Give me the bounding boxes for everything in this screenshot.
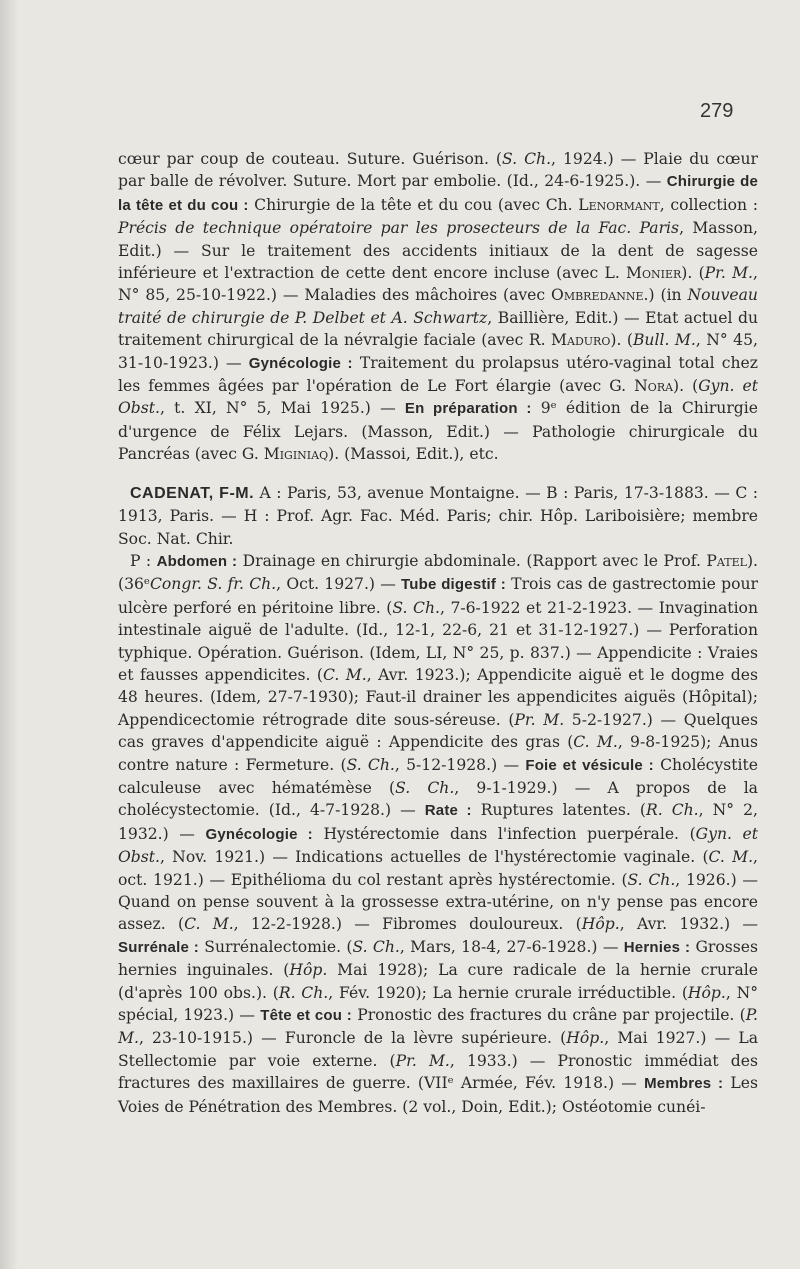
text-run: ). ( bbox=[673, 377, 699, 396]
citation: Hôp. bbox=[687, 983, 726, 1002]
section-keyword: Foie et vésicule : bbox=[525, 756, 654, 774]
text-run: P : bbox=[130, 551, 157, 570]
text-run: , Fév. 1920); La hernie crurale irréductible. ( bbox=[328, 983, 688, 1002]
citation: Pr. M. bbox=[395, 1051, 450, 1070]
text-run: cœur par coup de couteau. Suture. Guérison. ( bbox=[118, 150, 503, 168]
author-name: Nora bbox=[634, 377, 674, 396]
section-keyword: Tête et cou : bbox=[260, 1007, 352, 1025]
citation: C. M. bbox=[573, 733, 618, 752]
citation: Gyn. et Obst. bbox=[118, 824, 759, 867]
text-run: ). (Massoi, Edit.), etc. bbox=[328, 445, 499, 464]
section-keyword: En préparation : bbox=[404, 400, 532, 418]
text-run: 5-2-1927.) — Quelques cas graves d'appendicite aiguë : Appendicite des gras ( bbox=[118, 710, 758, 752]
citation: S. Ch. bbox=[346, 755, 395, 774]
section-keyword: Hernies : bbox=[623, 938, 691, 956]
citation: C. M. bbox=[184, 915, 234, 934]
text-run: , N° 85, 25-10-1922.) — Maladies des mâchoires (avec bbox=[118, 264, 758, 305]
text-run: , 23-10-1915.) — Furoncle de la lèvre supérieure. ( bbox=[138, 1029, 567, 1048]
text-run: .) (in bbox=[643, 286, 688, 305]
citation: P. M. bbox=[118, 1006, 758, 1048]
citation: S. Ch. bbox=[395, 778, 455, 797]
text-run: Pronostic des fractures du crâne par projectile. ( bbox=[351, 1006, 746, 1025]
entry-cadenat bbox=[118, 482, 758, 550]
citation: Hôp. bbox=[566, 1029, 605, 1048]
text-run: 9ᵉ édition de la Chirurgie d'urgence de Félix Lejars. (Masson, Edit.) — Pathologie chirurgicale du Pancréas (avec G. bbox=[118, 399, 758, 464]
author-name: Maduro bbox=[551, 331, 611, 350]
text-run: Cholécystite calculeuse avec hématémèse ( bbox=[118, 755, 758, 797]
author-name: Monier bbox=[626, 264, 682, 283]
citation: Pr. M. bbox=[704, 264, 754, 283]
citation: Bull. M. bbox=[632, 331, 696, 350]
text-run: Ruptures latentes. ( bbox=[471, 801, 646, 820]
section-keyword: Surrénale : bbox=[118, 938, 199, 956]
section-keyword: Membres : bbox=[644, 1075, 724, 1093]
citation: R. Ch. bbox=[645, 801, 699, 820]
text-run: , Masson, Edit.) — Sur le traitement des accidents initiaux de la dent de sagesse inférieure et l'extraction de cette dent encore incluse (avec L. bbox=[118, 219, 758, 283]
text-run: , 1933.) — Pronostic immédiat des fractures des maxillaires de guerre. (VIIᵉ Armée, Fév. 1918.) — bbox=[118, 1051, 758, 1093]
text-run: Grosses hernies inguinales. ( bbox=[118, 937, 759, 980]
text-run: , t. XI, N° 5, Mai 1925.) — bbox=[160, 399, 405, 418]
citation: Congr. S. fr. Ch. bbox=[149, 575, 277, 594]
text-run: , 5-12-1928.) — bbox=[394, 755, 526, 774]
citation: Gyn. et Obst. bbox=[118, 377, 758, 418]
text-run: A : Paris, 53, avenue Montaigne. — B : Paris, 17-3-1883. — C : 1913, Paris. — H : Prof. Agr. Fac. Méd. Paris; chir. Hôp. Lariboisière; membre Soc. Nat. Chir. bbox=[118, 483, 758, 548]
author-name: Patel bbox=[706, 551, 747, 570]
citation: Précis de technique opératoire par les prosecteurs de la Fac. Paris bbox=[118, 219, 680, 238]
text-run: Surrénalectomie. ( bbox=[198, 937, 353, 956]
text-run: , Avr. 1923.); Appendicite aiguë et le dogme des 48 heures. (Idem, 27-7-1930); Faut-il drainer les appendicites aiguës (Hôpital); Appendicectomie rétrograde dite sous-séreuse. ( bbox=[118, 665, 758, 729]
text-run: , Mars, 18-4, 27-6-1928.) — bbox=[399, 937, 624, 956]
text-run: , 9-8-1925); Anus contre nature : Fermeture. ( bbox=[118, 733, 759, 774]
section-keyword: Gynécologie : bbox=[248, 354, 353, 372]
citation: Hôp. bbox=[289, 961, 328, 980]
text-run: Trois cas de gastrectomie pour ulcère perforé en péritoine libre. ( bbox=[118, 575, 758, 617]
section-keyword: Gynécologie : bbox=[205, 825, 313, 843]
text-run: , Oct. 1927.) — bbox=[276, 575, 402, 594]
text-block bbox=[118, 148, 758, 1118]
section-keyword: Abdomen : bbox=[156, 552, 238, 570]
text-run: Chirurgie de la tête et du cou (avec Ch. bbox=[248, 195, 579, 214]
text-run: ). (36ᵉ bbox=[118, 551, 758, 594]
text-run: , 12-2-1928.) — Fibromes douloureux. ( bbox=[233, 915, 582, 934]
section-keyword: Tube digestif : bbox=[401, 576, 506, 594]
citation: Hôp. bbox=[581, 915, 620, 934]
entry-name: CADENAT, F-M. bbox=[130, 484, 255, 502]
text-run: , N° 2, 1932.) — bbox=[118, 801, 758, 843]
author-name: Miginiaq bbox=[263, 445, 329, 464]
citation: Pr. M. bbox=[514, 710, 565, 729]
citation: C. M. bbox=[708, 848, 754, 867]
page-number: 279 bbox=[700, 100, 734, 122]
text-run: Traitement du prolapsus utéro-vaginal total chez les femmes âgées par l'opération de Le Fort élargie (avec G. bbox=[118, 353, 758, 396]
citation: S. Ch. bbox=[392, 598, 440, 617]
citation: R. Ch. bbox=[278, 983, 329, 1002]
text-run: Mai 1928); La cure radicale de la hernie crurale (d'après 100 obs.). ( bbox=[118, 961, 758, 1002]
text-run: , 1924.) — Plaie du cœur par balle de révolver. Suture. Mort par embolie. (Id., 24-6-1925.). — bbox=[118, 150, 758, 191]
text-run: , oct. 1921.) — Epithélioma du col restant après hystérectomie. ( bbox=[118, 848, 759, 889]
author-name: Ombredanne bbox=[551, 286, 644, 305]
text-run: , 9-1-1929.) — A propos de la cholécystectomie. (Id., 4-7-1928.) — bbox=[118, 778, 758, 820]
paragraph-continuation bbox=[118, 148, 758, 466]
text-run: , Nov. 1921.) — Indications actuelles de l'hystérectomie vaginale. ( bbox=[160, 848, 709, 867]
page-edge bbox=[0, 0, 18, 1269]
citation: C. M. bbox=[322, 665, 367, 684]
citation: Nouveau traité de chirurgie de P. Delbet et A. Schwartz bbox=[118, 286, 758, 327]
author-name: Lenormant bbox=[578, 195, 660, 214]
text-run: , Baillière, Edit.) — Etat actuel du traitement chirurgical de la névralgie faciale (avec R. bbox=[118, 308, 758, 350]
text-run: ). ( bbox=[610, 331, 633, 350]
text-run: Les Voies de Pénétration des Membres. (2 vol., Doin, Edit.); Ostéotomie cunéi- bbox=[118, 1074, 758, 1116]
citation: S. Ch. bbox=[502, 150, 552, 168]
section-keyword: Chirurgie de la tête et du cou : bbox=[118, 173, 758, 214]
text-run: , Mai 1927.) — La Stellectomie par voie externe. ( bbox=[118, 1029, 758, 1070]
text-run: , collection : bbox=[659, 195, 758, 214]
text-run: , N° spécial, 1923.) — bbox=[118, 983, 759, 1025]
text-run: ). ( bbox=[681, 264, 705, 283]
text-run: , N° 45, 31-10-1923.) — bbox=[118, 331, 758, 372]
text-run: , 7-6-1922 et 21-2-1923. — Invagination intestinale aiguë de l'adulte. (Id., 12-1, 22-6, 21 et 31-12-1927.) — Perforation typhique. Opération. Guérison. (Idem, LI, N° 25, p. 837.) — Appendicite : Vraies et fausses appendicites. ( bbox=[118, 598, 758, 684]
citation: S. Ch. bbox=[352, 937, 400, 956]
text-run: Drainage en chirurgie abdominale. (Rapport avec le Prof. bbox=[237, 551, 707, 570]
citation: S. Ch. bbox=[627, 870, 676, 889]
text-run: , Avr. 1932.) — bbox=[619, 915, 759, 934]
text-run: , 1926.) — Quand on pense souvent à la grossesse extra-utérine, on n'y pense pas encore assez. ( bbox=[118, 870, 758, 934]
text-run: Hystérectomie dans l'infection puerpérale. ( bbox=[312, 824, 696, 843]
entry-publications bbox=[118, 550, 758, 1118]
section-keyword: Rate : bbox=[424, 802, 472, 820]
